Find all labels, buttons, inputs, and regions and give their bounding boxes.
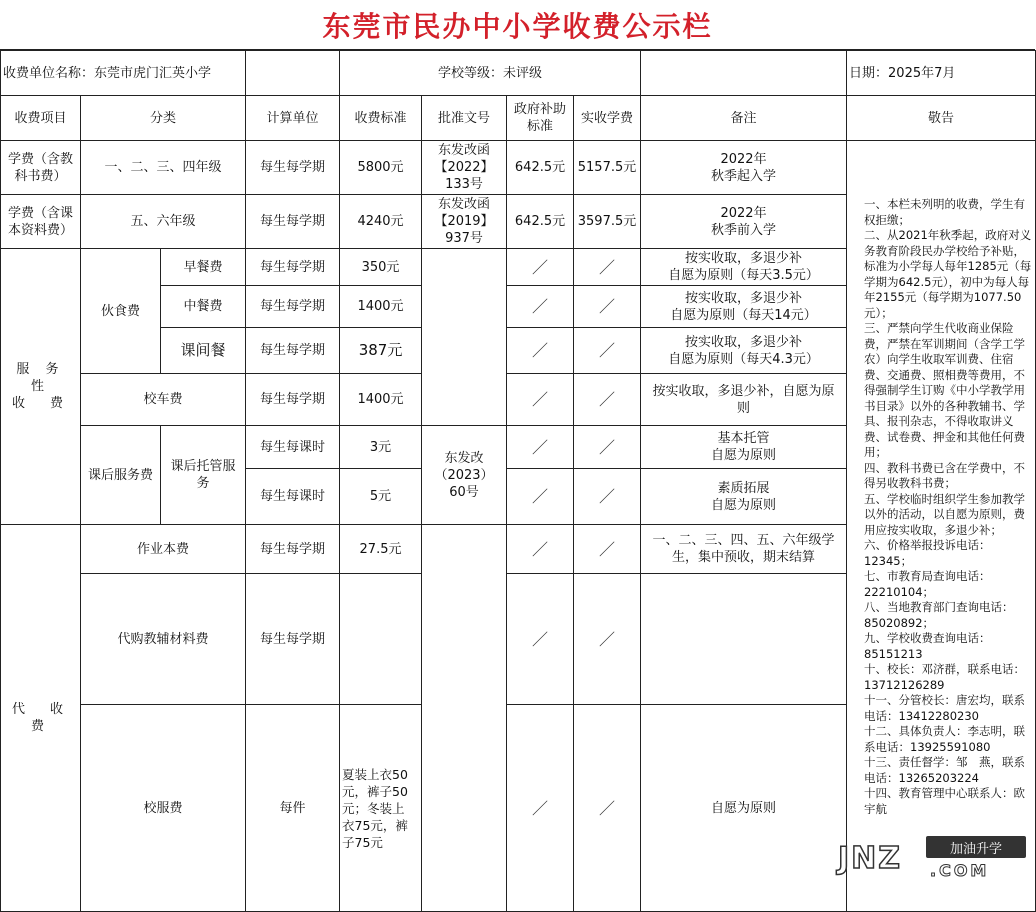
tuition1-standard: 5800元 — [340, 141, 422, 195]
tuition2-category: 五、六年级 — [81, 195, 246, 249]
lunch-subsidy: ／ — [507, 286, 574, 328]
bus-actual: ／ — [574, 374, 641, 426]
page-title: 东莞市民办中小学收费公示栏 — [0, 0, 1035, 50]
header-notice: 敬告 — [847, 96, 1036, 141]
notice-text: 一、本栏未列明的收费，学生有权拒缴； 二、从2021年秋季起，政府对义务教育阶段民办学校给予补贴，标准为小学每人每年1285元（每学期为642.5元），初中为每人每年2155元（每学期为1077.50元）； 三、严禁向学生代收商业保险费，严禁在军训期间（含学工学农）向学生收取军训费、住宿费、交通费、照相费等费用，不得强制学生订购《中小学教学用书目录》以外的各种教辅书、学具、报刊杂志，不得收取讲义费、试卷费、押金和其他任何费用； 四、教科书费已含在学费中，不得另收教科书费； 五、学校临时组织学生参加教学以外的活动，以自愿为原则，费用应按实收取，多退少补； 六、价格举报投诉电话： 12345； 七、市教育局查询电话： 22210104； 八、当地教育部门查询电话： 85020892； 九、学校收费查询电话： 85151213 十、校长：邓济群，联系电话：13712126289 十一、分管校长：唐宏均，联系电话：13412280230 十二、具体负责人：李志明，联系电话：13925591080 十三、责任督学：邹 燕，联系电话：13265203224 十四、教育管理中心联系人：欧宇航 — [864, 197, 1032, 816]
materials-remark — [641, 574, 847, 705]
care1-actual: ／ — [574, 426, 641, 469]
care1-remark: 基本托管 自愿为原则 — [641, 426, 847, 469]
breakfast-unit: 每生每学期 — [246, 249, 340, 286]
homework-subsidy: ／ — [507, 525, 574, 574]
tuition1-approval: 东发改函 【2022】133号 — [422, 141, 507, 195]
tuition1-actual: 5157.5元 — [574, 141, 641, 195]
homework-remark: 一、二、三、四、五、六年级学 生，集中预收，期末结算 — [641, 525, 847, 574]
care-approval: 东发改（2023） 60号 — [422, 426, 507, 525]
care1-standard: 3元 — [340, 426, 422, 469]
breakfast-standard: 350元 — [340, 249, 422, 286]
watermark-badge: 加油升学 — [926, 836, 1026, 858]
collect-approval-blank — [422, 525, 507, 912]
uniform-subsidy: ／ — [507, 705, 574, 912]
breakfast-remark: 按实收取，多退少补 自愿为原则（每天3.5元） — [641, 249, 847, 286]
snack-subsidy: ／ — [507, 328, 574, 374]
header-calc-unit: 计算单位 — [246, 96, 340, 141]
tuition2-subsidy: 642.5元 — [507, 195, 574, 249]
tuition2-approval: 东发改函 【2019】937号 — [422, 195, 507, 249]
tuition2-remark: 2022年 秋季前入学 — [641, 195, 847, 249]
care1-unit: 每生每课时 — [246, 426, 340, 469]
breakfast-name: 早餐费 — [161, 249, 246, 286]
snack-unit: 每生每学期 — [246, 328, 340, 374]
tuition1-subsidy: 642.5元 — [507, 141, 574, 195]
collect-fee-label: 代 收 费 — [1, 525, 81, 912]
lunch-remark: 按实收取，多退少补 自愿为原则（每天14元） — [641, 286, 847, 328]
notice-date: 日期：2025年7月 — [847, 51, 1036, 96]
uniform-unit: 每件 — [246, 705, 340, 912]
watermark-letters: JNZ — [838, 841, 903, 876]
homework-unit: 每生每学期 — [246, 525, 340, 574]
homework-actual: ／ — [574, 525, 641, 574]
uniform-standard: 夏装上衣50 元，裤子50 元；冬装上 衣75元，裤 子75元 — [340, 705, 422, 912]
materials-actual: ／ — [574, 574, 641, 705]
lunch-name: 中餐费 — [161, 286, 246, 328]
watermark-domain: .COM — [930, 861, 990, 880]
watermark-logo — [838, 833, 1033, 895]
bus-subsidy: ／ — [507, 374, 574, 426]
lunch-standard: 1400元 — [340, 286, 422, 328]
care2-subsidy: ／ — [507, 469, 574, 525]
tuition1-remark: 2022年 秋季起入学 — [641, 141, 847, 195]
bus-name: 校车费 — [81, 374, 246, 426]
header-approval: 批准文号 — [422, 96, 507, 141]
snack-actual: ／ — [574, 328, 641, 374]
header-subsidy: 政府补助 标准 — [507, 96, 574, 141]
header-remark: 备注 — [641, 96, 847, 141]
snack-name: 课间餐 — [161, 328, 246, 374]
materials-unit: 每生每学期 — [246, 574, 340, 705]
tuition1-category: 一、二、三、四年级 — [81, 141, 246, 195]
homework-name: 作业本费 — [81, 525, 246, 574]
breakfast-subsidy: ／ — [507, 249, 574, 286]
tuition1-unit: 每生每学期 — [246, 141, 340, 195]
uniform-name: 校服费 — [81, 705, 246, 912]
bus-unit: 每生每学期 — [246, 374, 340, 426]
info-blank — [246, 51, 340, 96]
tuition1-item: 学费（含教 科书费） — [1, 141, 81, 195]
unit-name: 收费单位名称：东莞市虎门汇英小学 — [1, 51, 246, 96]
care2-remark: 素质拓展 自愿为原则 — [641, 469, 847, 525]
info-blank-2 — [641, 51, 847, 96]
after-school-label: 课后服务费 — [81, 426, 161, 525]
breakfast-actual: ／ — [574, 249, 641, 286]
care1-subsidy: ／ — [507, 426, 574, 469]
materials-subsidy: ／ — [507, 574, 574, 705]
school-grade: 学校等级：未评级 — [340, 51, 641, 96]
materials-name: 代购教辅材料费 — [81, 574, 246, 705]
homework-standard: 27.5元 — [340, 525, 422, 574]
bus-standard: 1400元 — [340, 374, 422, 426]
care2-standard: 5元 — [340, 469, 422, 525]
care-label: 课后托管服 务 — [161, 426, 246, 525]
header-standard: 收费标准 — [340, 96, 422, 141]
uniform-actual: ／ — [574, 705, 641, 912]
tuition2-unit: 每生每学期 — [246, 195, 340, 249]
meals-label: 伙食费 — [81, 249, 161, 374]
snack-remark: 按实收取，多退少补 自愿为原则（每天4.3元） — [641, 328, 847, 374]
tuition2-item: 学费（含课 本资料费） — [1, 195, 81, 249]
lunch-unit: 每生每学期 — [246, 286, 340, 328]
header-category: 分类 — [81, 96, 246, 141]
header-actual: 实收学费 — [574, 96, 641, 141]
care2-unit: 每生每课时 — [246, 469, 340, 525]
tuition2-actual: 3597.5元 — [574, 195, 641, 249]
meals-approval-blank — [422, 249, 507, 426]
service-fee-label: 服 务 性 收 费 — [1, 249, 81, 525]
header-item: 收费项目 — [1, 96, 81, 141]
materials-standard — [340, 574, 422, 705]
bus-remark: 按实收取，多退少补，自愿为原 则 — [641, 374, 847, 426]
snack-standard: 387元 — [340, 328, 422, 374]
tuition2-standard: 4240元 — [340, 195, 422, 249]
lunch-actual: ／ — [574, 286, 641, 328]
uniform-remark: 自愿为原则 — [641, 705, 847, 912]
care2-actual: ／ — [574, 469, 641, 525]
